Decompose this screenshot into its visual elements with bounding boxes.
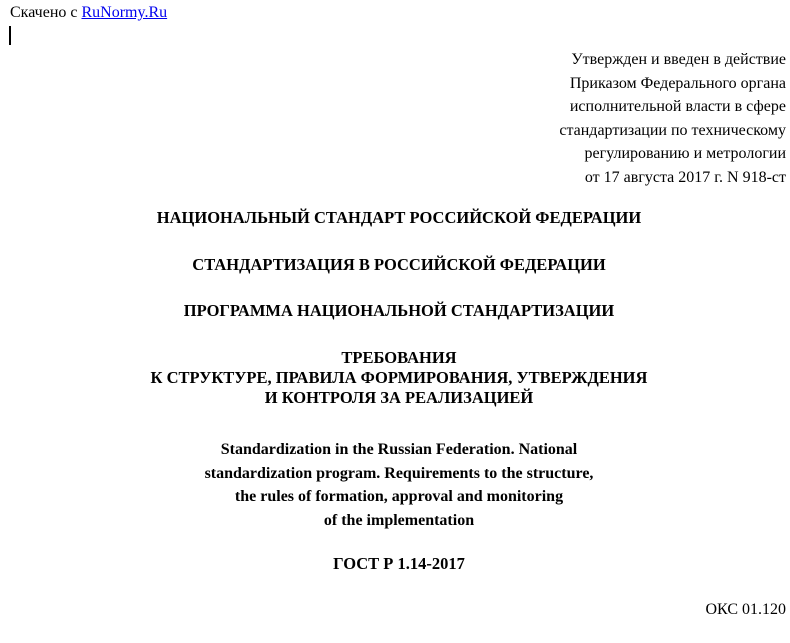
- english-title-line: the rules of formation, approval and monitoring: [234, 488, 564, 505]
- source-line: [10, 3, 167, 22]
- requirements-title-line: ТРЕБОВАНИЯ: [341, 348, 457, 367]
- approval-block: [366, 48, 786, 190]
- runormy-link[interactable]: RuNormy.Ru: [81, 4, 168, 21]
- national-standard-heading: НАЦИОНАЛЬНЫЙ СТАНДАРТ РОССИЙСКОЙ ФЕДЕРАЦИИ: [156, 208, 642, 227]
- text-cursor: [9, 26, 11, 45]
- approval-line: регулированию и метрологии: [584, 145, 786, 163]
- approval-line: исполнительной власти в сфере: [569, 98, 786, 116]
- program-heading: ПРОГРАММА НАЦИОНАЛЬНОЙ СТАНДАРТИЗАЦИИ: [183, 301, 615, 320]
- gost-designation: ГОСТ Р 1.14-2017: [333, 554, 465, 573]
- requirements-title: [0, 348, 790, 408]
- approval-line: Утвержден и введен в действие: [571, 51, 786, 68]
- source-prefix: Скачено с: [10, 4, 82, 21]
- english-title-line: Standardization in the Russian Federation. National: [220, 441, 578, 458]
- english-title: [0, 438, 790, 532]
- standardization-heading: СТАНДАРТИЗАЦИЯ В РОССИЙСКОЙ ФЕДЕРАЦИИ: [192, 255, 606, 274]
- english-title-line: of the implementation: [323, 511, 475, 529]
- requirements-title-line: И КОНТРОЛЯ ЗА РЕАЛИЗАЦИЕЙ: [264, 388, 534, 407]
- english-title-line: standardization program. Requirements to the structure,: [204, 464, 594, 482]
- approval-line: стандартизации по техническому: [559, 121, 786, 139]
- approval-line: от 17 августа 2017 г. N 918-ст: [584, 168, 786, 186]
- okc-classification: ОКС 01.120: [705, 601, 786, 618]
- requirements-title-line: К СТРУКТУРЕ, ПРАВИЛА ФОРМИРОВАНИЯ, УТВЕРЖДЕНИЯ: [150, 368, 648, 387]
- approval-line: Приказом Федерального органа: [569, 74, 786, 92]
